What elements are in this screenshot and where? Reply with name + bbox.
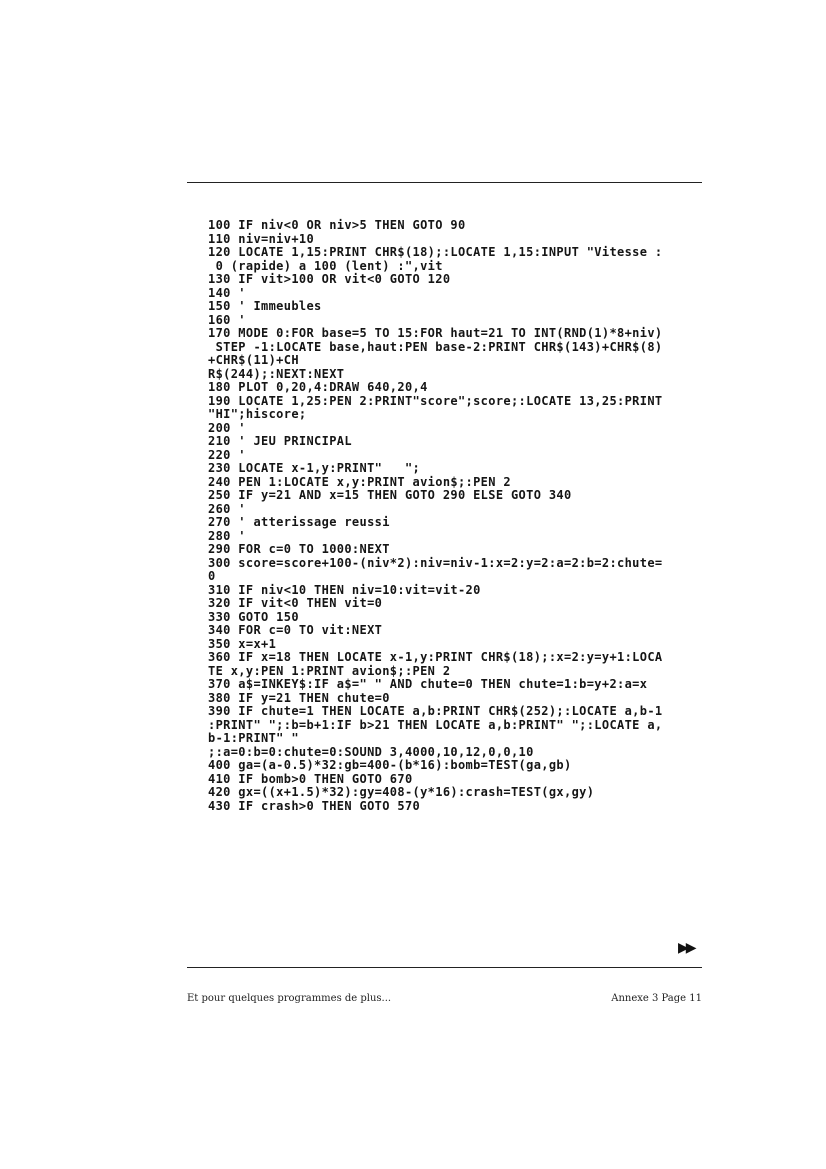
code-line: 410 IF bomb>0 THEN GOTO 670 <box>208 771 413 786</box>
code-line: TE x,y:PEN 1:PRINT avion$;:PEN 2 <box>208 663 451 678</box>
code-line: 300 score=score+100-(niv*2):niv=niv-1:x=2:y=2:a=2:b=2:chute= <box>208 555 663 570</box>
code-line: 0 (rapide) a 100 (lent) :",vit <box>208 258 443 273</box>
code-line: ;:a=0:b=0:chute=0:SOUND 3,4000,10,12,0,0,10 <box>208 744 534 759</box>
code-line: 170 MODE 0:FOR base=5 TO 15:FOR haut=21 TO INT(RND(1)*8+niv) <box>208 326 663 340</box>
code-line: 250 IF y=21 AND x=15 THEN GOTO 290 ELSE GOTO 340 <box>208 488 572 502</box>
code-line: 310 IF niv<10 THEN niv=10:vit=vit-20 <box>208 582 481 597</box>
code-line: +CHR$(11)+CH <box>208 353 299 367</box>
footer-page-number: Annexe 3 Page 11 <box>611 993 702 1004</box>
code-line: 0 <box>208 569 216 583</box>
code-line: 210 ' JEU PRINCIPAL <box>208 434 352 448</box>
code-line: 130 IF vit>100 OR vit<0 GOTO 120 <box>208 272 451 286</box>
code-line: 350 x=x+1 <box>208 636 277 651</box>
code-line: 400 ga=(a-0.5)*32:gb=400-(b*16):bomb=TEST(ga,gb) <box>208 758 572 772</box>
code-line: 160 ' <box>208 312 246 327</box>
code-line: 260 ' <box>208 501 246 516</box>
code-line: 280 ' <box>208 528 246 543</box>
code-line: 340 FOR c=0 TO vit:NEXT <box>208 623 383 637</box>
code-line: 240 PEN 1:LOCATE x,y:PRINT avion$;:PEN 2 <box>208 474 511 489</box>
code-line: 370 a$=INKEY$:IF a$=" " AND chute=0 THEN chute=1:b=y+2:a=x <box>208 677 648 691</box>
code-line: 230 LOCATE x-1,y:PRINT" "; <box>208 461 421 475</box>
code-line: 190 LOCATE 1,25:PEN 2:PRINT"score";score;:LOCATE 13,25:PRINT <box>208 393 663 408</box>
code-line: 390 IF chute=1 THEN LOCATE a,b:PRINT CHR$(252);:LOCATE a,b-1 <box>208 704 663 718</box>
continue-arrow-icon: ▶▶ <box>678 940 694 956</box>
code-line: 270 ' atterissage reussi <box>208 515 390 529</box>
code-line: 360 IF x=18 THEN LOCATE x-1,y:PRINT CHR$(18);:x=2:y=y+1:LOCA <box>208 650 663 664</box>
code-line: 290 FOR c=0 TO 1000:NEXT <box>208 542 390 556</box>
code-line: 380 IF y=21 THEN chute=0 <box>208 690 390 705</box>
code-line: "HI";hiscore; <box>208 407 307 421</box>
code-line: 140 ' <box>208 285 246 300</box>
code-line: R$(244);:NEXT:NEXT <box>208 366 345 381</box>
code-line: :PRINT" ";:b=b+1:IF b>21 THEN LOCATE a,b:PRINT" ";:LOCATE a, <box>208 717 663 732</box>
code-line: 100 IF niv<0 OR niv>5 THEN GOTO 90 <box>208 218 466 232</box>
code-line: 320 IF vit<0 THEN vit=0 <box>208 596 383 610</box>
code-line: 110 niv=niv+10 <box>208 231 315 246</box>
code-line: 220 ' <box>208 447 246 462</box>
code-line: 180 PLOT 0,20,4:DRAW 640,20,4 <box>208 380 428 394</box>
code-line: 420 gx=((x+1.5)*32):gy=408-(y*16):crash=TEST(gx,gy) <box>208 785 595 799</box>
header-rule <box>187 182 702 183</box>
footer-book-title: Et pour quelques programmes de plus... <box>187 993 392 1004</box>
code-line: 430 IF crash>0 THEN GOTO 570 <box>208 798 421 813</box>
basic-program-listing <box>208 219 708 813</box>
code-line: STEP -1:LOCATE base,haut:PEN base-2:PRINT CHR$(143)+CHR$(8) <box>208 339 663 354</box>
footer-rule <box>187 967 702 968</box>
code-line: 200 ' <box>208 420 246 435</box>
code-line: 330 GOTO 150 <box>208 609 299 624</box>
code-line: b-1:PRINT" " <box>208 731 299 745</box>
code-line: 120 LOCATE 1,15:PRINT CHR$(18);:LOCATE 1,15:INPUT "Vitesse : <box>208 245 663 259</box>
code-line: 150 ' Immeubles <box>208 299 322 313</box>
